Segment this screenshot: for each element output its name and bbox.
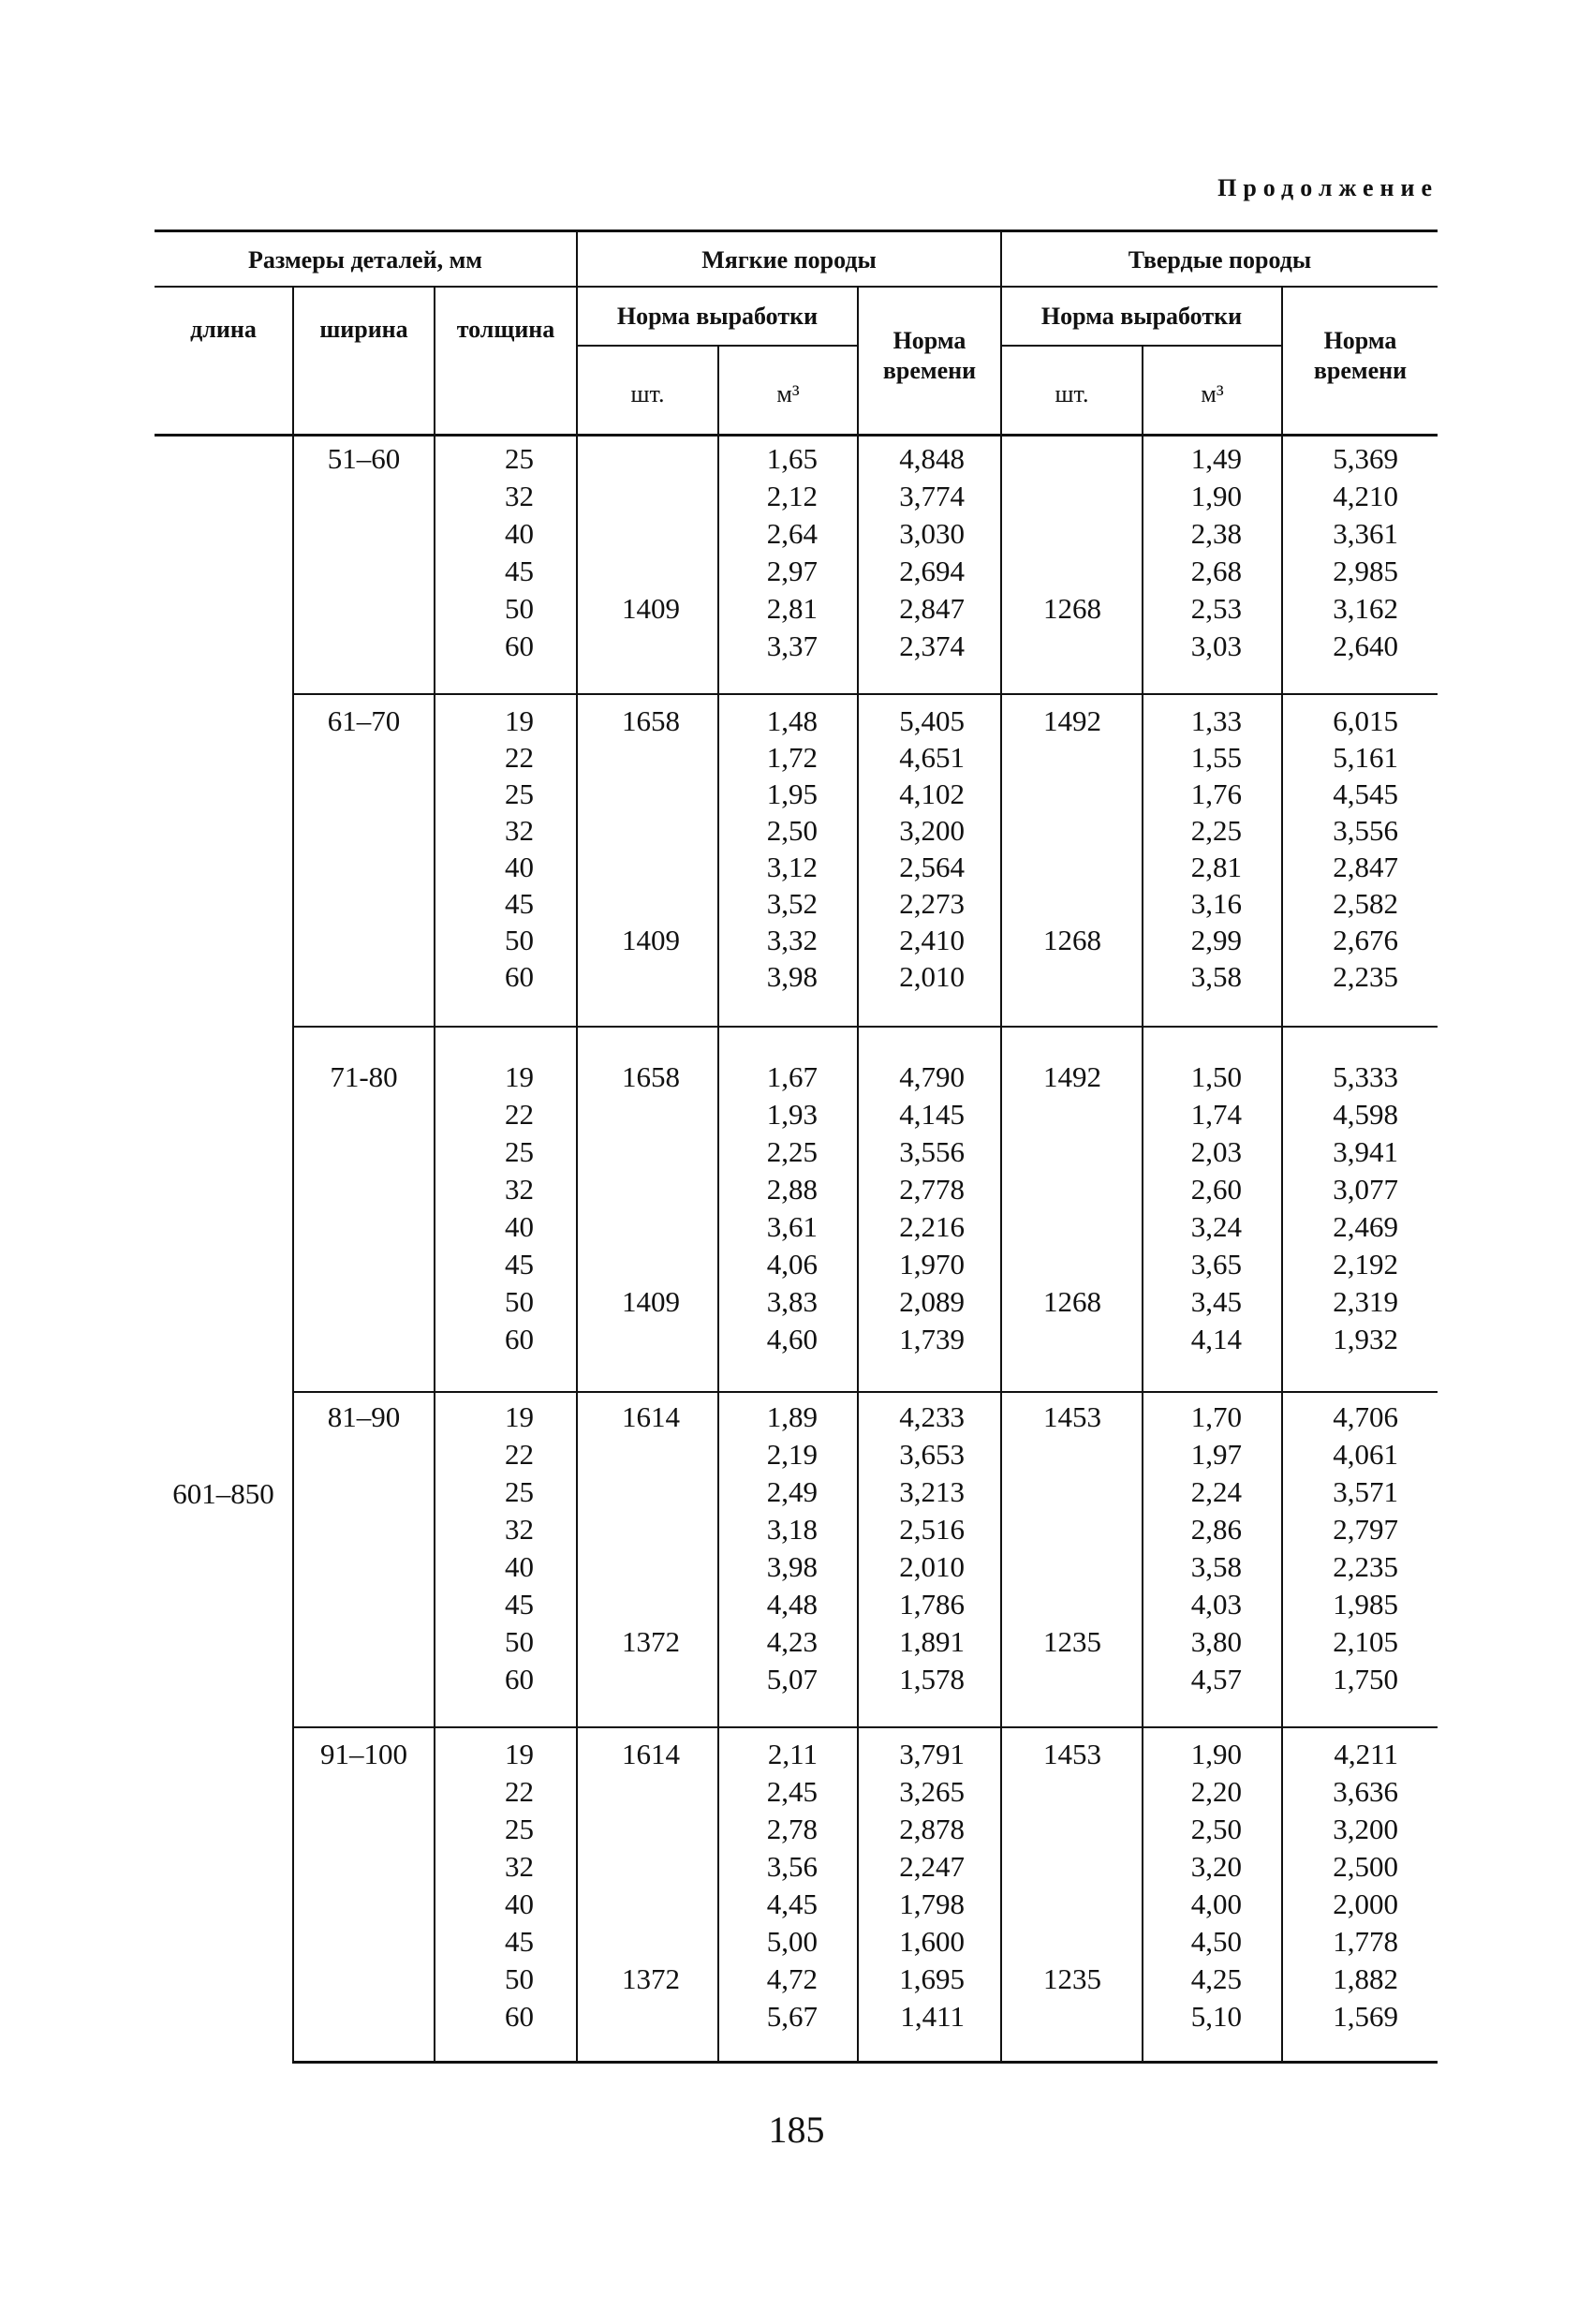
table-cell-hard-pcs: 1235 <box>1043 1962 1101 1995</box>
table-cell-hard-m3: 2,86 <box>1190 1513 1242 1546</box>
header-dimensions: Размеры деталей, мм <box>247 246 482 274</box>
table-cell-thickness: 25 <box>505 1475 534 1508</box>
table-cell-soft-time: 1,695 <box>899 1962 965 1995</box>
table-cell-thickness: 45 <box>505 555 534 587</box>
table-cell-soft-time: 4,233 <box>899 1400 965 1433</box>
table-cell-hard-pcs: 1453 <box>1043 1400 1101 1433</box>
table-cell-hard-m3: 2,03 <box>1190 1135 1242 1168</box>
header-hard-pcs: шт. <box>1055 380 1089 407</box>
table-cell-thickness: 32 <box>505 1173 534 1206</box>
table-cell-hard-time: 2,000 <box>1333 1887 1398 1920</box>
continued-label: Продолжение <box>1217 174 1438 201</box>
table-cell-soft-m3: 4,23 <box>766 1625 818 1658</box>
table-cell-soft-time: 4,790 <box>899 1060 965 1093</box>
table-cell-hard-m3: 1,50 <box>1190 1060 1242 1093</box>
soft-norm-subrule <box>576 345 857 347</box>
table-cell-soft-m3: 5,00 <box>766 1925 818 1958</box>
table-cell-soft-m3: 2,12 <box>766 480 818 512</box>
table-cell-thickness: 22 <box>505 1438 534 1471</box>
header-subrule <box>155 286 1438 288</box>
table-cell-hard-m3: 2,68 <box>1190 555 1242 587</box>
table-cell-soft-time: 1,411 <box>900 2000 965 2033</box>
table-cell-thickness: 19 <box>505 1060 534 1093</box>
table-cell-soft-m3: 2,49 <box>766 1475 818 1508</box>
table-cell-soft-time: 2,010 <box>899 1550 965 1583</box>
table-cell-hard-m3: 2,99 <box>1190 924 1242 956</box>
table-cell-soft-time: 5,405 <box>899 704 965 737</box>
table-cell-soft-m3: 1,72 <box>766 741 818 774</box>
table-cell-hard-time: 2,500 <box>1333 1850 1398 1883</box>
time-norm-line2: времени <box>1313 357 1408 384</box>
table-cell-thickness: 40 <box>505 851 534 883</box>
time-norm-line1: Норма <box>892 327 966 354</box>
table-cell-hard-pcs: 1235 <box>1043 1625 1101 1658</box>
header-width: ширина <box>319 316 408 343</box>
group-separator <box>292 1026 1438 1028</box>
table-cell-hard-time: 1,750 <box>1333 1663 1398 1695</box>
table-cell-soft-m3: 3,61 <box>766 1210 818 1243</box>
table-cell-hard-m3: 1,90 <box>1190 480 1242 512</box>
table-cell-hard-time: 2,582 <box>1333 887 1398 920</box>
table-cell-hard-m3: 3,16 <box>1190 887 1242 920</box>
group-separator <box>292 1726 1438 1728</box>
table-cell-soft-m3: 1,65 <box>766 442 818 475</box>
table-cell-soft-m3: 1,93 <box>766 1098 818 1131</box>
table-cell-hard-time: 2,235 <box>1333 1550 1398 1583</box>
table-cell-soft-time: 2,778 <box>899 1173 965 1206</box>
table-cell-hard-time: 1,932 <box>1333 1323 1398 1355</box>
table-cell-hard-m3: 3,58 <box>1190 1550 1242 1583</box>
table-cell-soft-time: 3,213 <box>899 1475 965 1508</box>
table-cell-hard-m3: 2,25 <box>1190 814 1242 847</box>
table-cell-thickness: 32 <box>505 814 534 847</box>
table-cell-soft-time: 4,848 <box>899 442 965 475</box>
table-cell-hard-time: 3,361 <box>1333 517 1398 550</box>
table-cell-soft-pcs: 1409 <box>622 1285 680 1318</box>
table-cell-hard-time: 4,210 <box>1333 480 1398 512</box>
table-cell-soft-m3: 3,37 <box>766 629 818 662</box>
width-range: 61–70 <box>327 704 401 737</box>
table-cell-soft-m3: 2,97 <box>766 555 818 587</box>
table-cell-soft-time: 2,089 <box>899 1285 965 1318</box>
table-cell-thickness: 40 <box>505 1550 534 1583</box>
table-cell-soft-pcs: 1614 <box>622 1400 680 1433</box>
table-cell-soft-time: 1,739 <box>899 1323 965 1355</box>
table-cell-hard-time: 1,778 <box>1333 1925 1398 1958</box>
table-cell-hard-m3: 2,24 <box>1190 1475 1242 1508</box>
width-range: 51–60 <box>327 442 401 475</box>
table-cell-soft-m3: 1,48 <box>766 704 818 737</box>
table-cell-soft-time: 3,030 <box>899 517 965 550</box>
table-cell-hard-time: 4,211 <box>1334 1738 1398 1770</box>
table-cell-hard-time: 2,319 <box>1333 1285 1398 1318</box>
table-cell-thickness: 25 <box>505 1135 534 1168</box>
table-cell-soft-m3: 2,11 <box>767 1738 818 1770</box>
table-cell-hard-time: 2,235 <box>1333 960 1398 993</box>
table-cell-soft-m3: 5,07 <box>766 1663 818 1695</box>
body-divider <box>1000 436 1002 2061</box>
table-cell-hard-m3: 1,76 <box>1190 777 1242 810</box>
table-cell-hard-pcs: 1492 <box>1043 704 1101 737</box>
table-cell-thickness: 60 <box>505 960 534 993</box>
body-divider <box>576 436 578 2061</box>
table-cell-thickness: 45 <box>505 1588 534 1621</box>
table-cell-hard-time: 4,598 <box>1333 1098 1398 1131</box>
table-cell-soft-time: 2,694 <box>899 555 965 587</box>
table-cell-soft-m3: 4,48 <box>766 1588 818 1621</box>
table-cell-hard-m3: 5,10 <box>1190 2000 1242 2033</box>
table-cell-hard-time: 3,077 <box>1333 1173 1398 1206</box>
table-cell-hard-m3: 1,55 <box>1190 741 1242 774</box>
table-cell-hard-time: 1,985 <box>1333 1588 1398 1621</box>
table-cell-soft-m3: 3,52 <box>766 887 818 920</box>
table-cell-hard-time: 5,369 <box>1333 442 1398 475</box>
table-cell-thickness: 32 <box>505 1513 534 1546</box>
table-cell-soft-pcs: 1372 <box>622 1625 680 1658</box>
table-cell-soft-time: 2,878 <box>899 1813 965 1845</box>
table-cell-thickness: 45 <box>505 1925 534 1958</box>
table-cell-hard-pcs: 1492 <box>1043 1060 1101 1093</box>
header-soft-time-norm <box>859 326 1000 386</box>
table-cell-soft-time: 2,564 <box>899 851 965 883</box>
table-cell-thickness: 50 <box>505 1962 534 1995</box>
table-cell-hard-time: 1,882 <box>1333 1962 1398 1995</box>
table-cell-hard-m3: 1,97 <box>1190 1438 1242 1471</box>
table-cell-soft-time: 2,374 <box>899 629 965 662</box>
table-cell-soft-time: 2,847 <box>899 592 965 625</box>
table-cell-hard-time: 3,571 <box>1333 1475 1398 1508</box>
table-cell-hard-pcs: 1268 <box>1043 924 1101 956</box>
table-cell-soft-time: 1,600 <box>899 1925 965 1958</box>
table-cell-hard-m3: 1,49 <box>1190 442 1242 475</box>
table-cell-thickness: 50 <box>505 592 534 625</box>
table-cell-hard-m3: 1,90 <box>1190 1738 1242 1770</box>
table-cell-thickness: 32 <box>505 1850 534 1883</box>
table-cell-thickness: 60 <box>505 629 534 662</box>
table-cell-thickness: 22 <box>505 741 534 774</box>
table-cell-hard-time: 2,192 <box>1333 1248 1398 1280</box>
table-cell-hard-time: 4,061 <box>1333 1438 1398 1471</box>
table-cell-soft-m3: 4,45 <box>766 1887 818 1920</box>
header-soft-output-norm: Норма выработки <box>616 303 819 330</box>
table-cell-soft-m3: 2,78 <box>766 1813 818 1845</box>
table-cell-soft-time: 1,578 <box>899 1663 965 1695</box>
table-cell-soft-m3: 3,32 <box>766 924 818 956</box>
header-hard-output-norm: Норма выработки <box>1040 303 1243 330</box>
time-norm-line1: Норма <box>1323 327 1397 354</box>
table-cell-soft-pcs: 1614 <box>622 1738 680 1770</box>
hard-norm-subrule <box>1000 345 1281 347</box>
table-cell-thickness: 50 <box>505 1285 534 1318</box>
page-number: 185 <box>768 2109 825 2151</box>
table-cell-hard-m3: 1,33 <box>1190 704 1242 737</box>
table-cell-soft-m3: 3,98 <box>766 1550 818 1583</box>
table-cell-hard-time: 3,636 <box>1333 1775 1398 1808</box>
table-cell-soft-m3: 1,67 <box>766 1060 818 1093</box>
table-cell-hard-m3: 4,14 <box>1190 1323 1242 1355</box>
table-cell-hard-pcs: 1453 <box>1043 1738 1101 1770</box>
table-cell-soft-time: 3,653 <box>899 1438 965 1471</box>
table-cell-soft-time: 4,102 <box>899 777 965 810</box>
table-cell-thickness: 60 <box>505 1323 534 1355</box>
table-cell-hard-time: 2,640 <box>1333 629 1398 662</box>
table-cell-soft-time: 3,791 <box>899 1738 965 1770</box>
header-divider <box>292 286 294 436</box>
table-cell-hard-time: 2,797 <box>1333 1513 1398 1546</box>
table-cell-thickness: 19 <box>505 1738 534 1770</box>
table-cell-soft-m3: 2,25 <box>766 1135 818 1168</box>
table-cell-hard-time: 4,706 <box>1333 1400 1398 1433</box>
table-cell-soft-time: 2,273 <box>899 887 965 920</box>
table-cell-hard-time: 3,162 <box>1333 592 1398 625</box>
table-cell-hard-time: 3,941 <box>1333 1135 1398 1168</box>
table-cell-hard-m3: 4,25 <box>1190 1962 1242 1995</box>
table-cell-hard-m3: 4,03 <box>1190 1588 1242 1621</box>
table-cell-thickness: 25 <box>505 442 534 475</box>
table-cell-hard-m3: 1,70 <box>1190 1400 1242 1433</box>
table-cell-thickness: 22 <box>505 1775 534 1808</box>
header-hard-time-norm <box>1283 326 1438 386</box>
table-cell-soft-m3: 2,45 <box>766 1775 818 1808</box>
body-divider <box>292 436 294 2061</box>
table-top-rule <box>155 229 1438 232</box>
table-cell-hard-m3: 3,58 <box>1190 960 1242 993</box>
table-cell-soft-time: 2,010 <box>899 960 965 993</box>
table-cell-soft-m3: 1,95 <box>766 777 818 810</box>
header-divider <box>434 286 435 436</box>
table-cell-soft-pcs: 1658 <box>622 1060 680 1093</box>
table-cell-soft-pcs: 1409 <box>622 592 680 625</box>
table-cell-hard-m3: 3,03 <box>1190 629 1242 662</box>
table-cell-soft-time: 2,516 <box>899 1513 965 1546</box>
table-cell-thickness: 45 <box>505 887 534 920</box>
table-cell-soft-m3: 2,19 <box>766 1438 818 1471</box>
table-cell-hard-m3: 2,50 <box>1190 1813 1242 1845</box>
table-cell-thickness: 50 <box>505 1625 534 1658</box>
table-cell-thickness: 40 <box>505 1210 534 1243</box>
width-range: 71-80 <box>330 1060 398 1093</box>
table-cell-soft-m3: 2,64 <box>766 517 818 550</box>
table-cell-soft-pcs: 1658 <box>622 704 680 737</box>
header-soft-m3: м³ <box>776 380 800 407</box>
header-soft: Мягкие породы <box>701 246 877 274</box>
table-cell-soft-time: 2,216 <box>899 1210 965 1243</box>
table-cell-hard-m3: 4,57 <box>1190 1663 1242 1695</box>
table-cell-soft-time: 4,145 <box>899 1098 965 1131</box>
table-cell-hard-time: 1,569 <box>1333 2000 1398 2033</box>
table-cell-hard-m3: 2,38 <box>1190 517 1242 550</box>
group-separator <box>292 693 1438 695</box>
table-cell-thickness: 19 <box>505 1400 534 1433</box>
table-cell-soft-m3: 3,18 <box>766 1513 818 1546</box>
table-cell-thickness: 50 <box>505 924 534 956</box>
table-cell-soft-m3: 4,60 <box>766 1323 818 1355</box>
table-cell-hard-pcs: 1268 <box>1043 1285 1101 1318</box>
table-cell-thickness: 60 <box>505 1663 534 1695</box>
width-range: 91–100 <box>320 1738 407 1770</box>
table-cell-hard-time: 2,105 <box>1333 1625 1398 1658</box>
header-thickness: толщина <box>456 316 555 343</box>
table-cell-hard-m3: 4,50 <box>1190 1925 1242 1958</box>
table-cell-hard-m3: 3,45 <box>1190 1285 1242 1318</box>
header-hard: Твердые породы <box>1128 246 1312 274</box>
table-cell-soft-m3: 4,06 <box>766 1248 818 1280</box>
time-norm-line2: времени <box>882 357 977 384</box>
width-range: 81–90 <box>327 1400 401 1433</box>
table-cell-hard-m3: 3,24 <box>1190 1210 1242 1243</box>
table-cell-soft-pcs: 1409 <box>622 924 680 956</box>
table-cell-hard-time: 5,333 <box>1333 1060 1398 1093</box>
table-cell-hard-time: 2,985 <box>1333 555 1398 587</box>
table-cell-soft-m3: 4,72 <box>766 1962 818 1995</box>
table-cell-soft-time: 2,410 <box>899 924 965 956</box>
header-bottom-rule <box>155 434 1438 437</box>
header-hard-m3: м³ <box>1201 380 1224 407</box>
table-cell-hard-pcs: 1268 <box>1043 592 1101 625</box>
table-cell-soft-m3: 3,98 <box>766 960 818 993</box>
table-cell-soft-time: 4,651 <box>899 741 965 774</box>
table-cell-hard-m3: 3,80 <box>1190 1625 1242 1658</box>
table-cell-thickness: 60 <box>505 2000 534 2033</box>
table-cell-thickness: 40 <box>505 1887 534 1920</box>
table-cell-soft-time: 1,798 <box>899 1887 965 1920</box>
table-cell-soft-time: 2,247 <box>899 1850 965 1883</box>
header-length: длина <box>190 316 257 343</box>
table-cell-soft-time: 3,774 <box>899 480 965 512</box>
table-cell-hard-time: 2,676 <box>1333 924 1398 956</box>
table-cell-soft-time: 3,200 <box>899 814 965 847</box>
table-cell-thickness: 40 <box>505 517 534 550</box>
table-cell-soft-time: 3,556 <box>899 1135 965 1168</box>
table-cell-soft-m3: 3,12 <box>766 851 818 883</box>
table-cell-soft-time: 3,265 <box>899 1775 965 1808</box>
table-cell-thickness: 25 <box>505 777 534 810</box>
table-cell-thickness: 19 <box>505 704 534 737</box>
table-cell-hard-m3: 2,53 <box>1190 592 1242 625</box>
table-cell-soft-time: 1,891 <box>899 1625 965 1658</box>
table-cell-hard-m3: 2,20 <box>1190 1775 1242 1808</box>
table-cell-hard-m3: 4,00 <box>1190 1887 1242 1920</box>
table-cell-hard-m3: 3,65 <box>1190 1248 1242 1280</box>
length-value: 601–850 <box>172 1477 274 1510</box>
table-cell-soft-m3: 2,88 <box>766 1173 818 1206</box>
table-cell-hard-time: 3,200 <box>1333 1813 1398 1845</box>
table-cell-hard-time: 2,847 <box>1333 851 1398 883</box>
table-cell-hard-time: 4,545 <box>1333 777 1398 810</box>
table-cell-hard-time: 6,015 <box>1333 704 1398 737</box>
table-cell-soft-m3: 5,67 <box>766 2000 818 2033</box>
table-cell-hard-time: 2,469 <box>1333 1210 1398 1243</box>
table-cell-thickness: 22 <box>505 1098 534 1131</box>
table-cell-hard-time: 3,556 <box>1333 814 1398 847</box>
table-cell-soft-m3: 2,50 <box>766 814 818 847</box>
header-soft-pcs: шт. <box>630 380 665 407</box>
group-separator <box>292 1391 1438 1393</box>
table-cell-soft-time: 1,786 <box>899 1588 965 1621</box>
table-cell-soft-time: 1,970 <box>899 1248 965 1280</box>
table-cell-soft-m3: 1,89 <box>766 1400 818 1433</box>
table-cell-thickness: 45 <box>505 1248 534 1280</box>
table-cell-soft-m3: 2,81 <box>766 592 818 625</box>
table-cell-hard-m3: 2,60 <box>1190 1173 1242 1206</box>
table-cell-soft-m3: 3,83 <box>766 1285 818 1318</box>
table-cell-thickness: 25 <box>505 1813 534 1845</box>
table-cell-thickness: 32 <box>505 480 534 512</box>
table-cell-hard-m3: 2,81 <box>1190 851 1242 883</box>
table-cell-soft-pcs: 1372 <box>622 1962 680 1995</box>
table-cell-hard-m3: 3,20 <box>1190 1850 1242 1883</box>
table-cell-soft-m3: 3,56 <box>766 1850 818 1883</box>
table-bottom-rule <box>292 2061 1438 2064</box>
table-cell-hard-time: 5,161 <box>1333 741 1398 774</box>
table-cell-hard-m3: 1,74 <box>1190 1098 1242 1131</box>
